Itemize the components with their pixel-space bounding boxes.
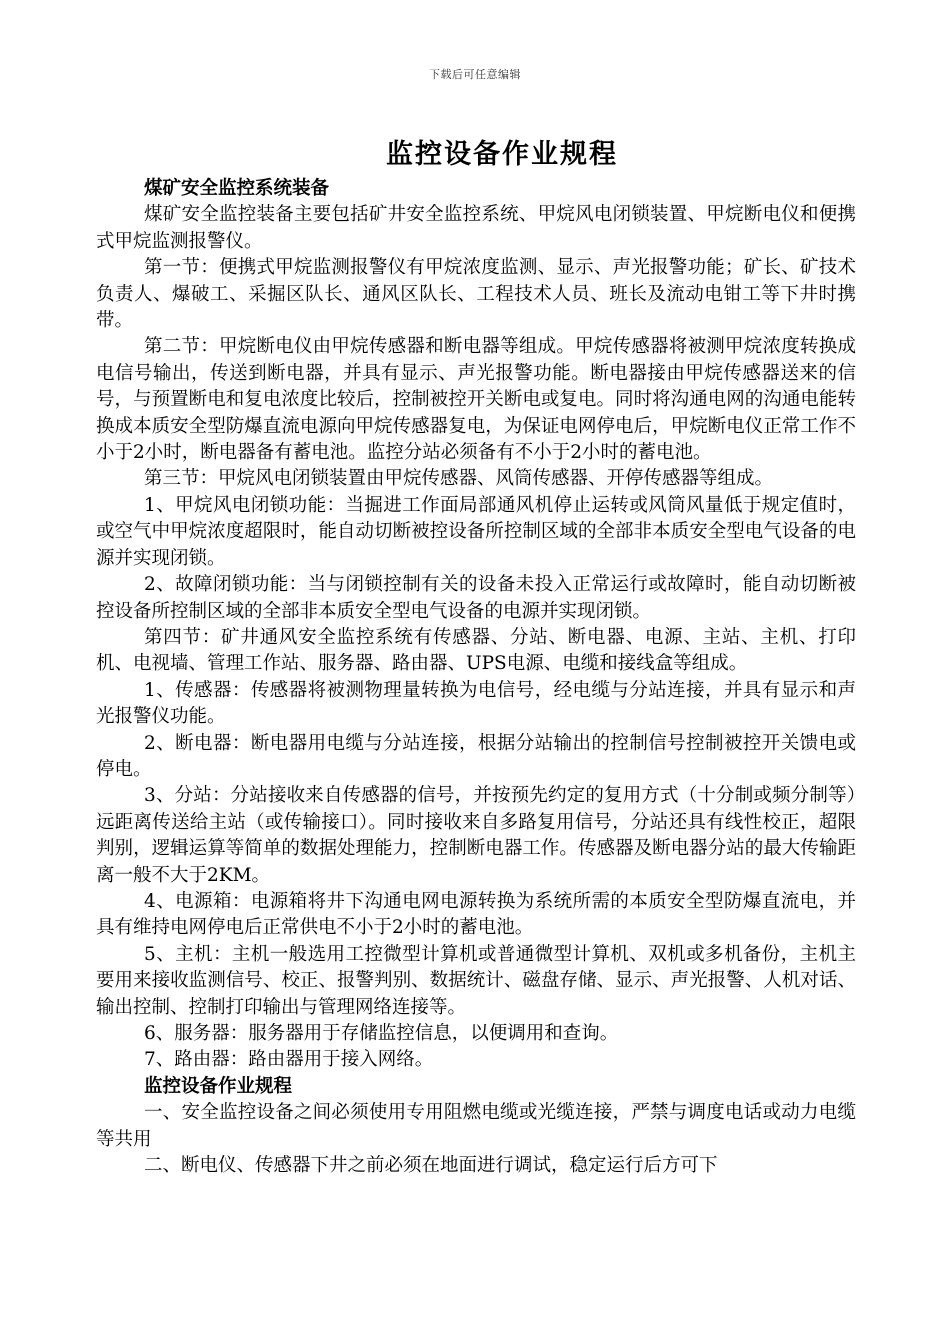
body-paragraph: 5、主机：主机一般选用工控微型计算机或普通微型计算机、双机或多机备份，主机主要用来接收监测信号、校正、报警判别、数据统计、磁盘存储、显示、声光报警、人机对话、输出控制、控制打印输出与管理网络连接等。 xyxy=(96,943,856,1018)
header-note: 下载后可任意编辑 xyxy=(429,68,521,81)
body-paragraph: 3、分站：分站接收来自传感器的信号，并按预先约定的复用方式（十分制或频分制等）远距离传送给主站（或传输接口）。同时接收来自多路复用信号，分站还具有线性校正，超限判别，逻辑运算等简单的数据处理能力，控制断电器工作。传感器及断电器分站的最大传输距离一般不大于2KM。 xyxy=(96,785,856,886)
body-paragraph: 1、甲烷风电闭锁功能：当掘进工作面局部通风机停止运转或风筒风量低于规定值时，或空气中甲烷浓度超限时，能自动切断被控设备所控制区域的全部非本质安全型电气设备的电源并实现闭锁。 xyxy=(96,494,856,569)
body-paragraph: 第二节：甲烷断电仪由甲烷传感器和断电器等组成。甲烷传感器将被测甲烷浓度转换成电信号输出，传送到断电器，并具有显示、声光报警功能。断电器接由甲烷传感器送来的信号，与预置断电和复电浓度比较后，控制被控开关断电或复电。同时将沟通电网的沟通电能转换成本质安全型防爆直流电源向甲烷传感器复电，为保证电网停电后，甲烷断电仪正常工作不小于2小时，断电器备有蓄电池。监控分站必须备有不小于2小时的蓄电池。 xyxy=(96,336,856,464)
body-paragraph: 一、安全监控设备之间必须使用专用阻燃电缆或光缆连接，严禁与调度电话或动力电缆等共用 xyxy=(96,1102,856,1150)
body-paragraph: 2、故障闭锁功能：当与闭锁控制有关的设备未投入正常运行或故障时，能自动切断被控设备所控制区域的全部非本质安全型电气设备的电源并实现闭锁。 xyxy=(96,574,856,622)
body-paragraph: 2、断电器：断电器用电缆与分站连接，根据分站输出的控制信号控制被控开关馈电或停电。 xyxy=(96,732,856,780)
body-paragraph: 二、断电仪、传感器下井之前必须在地面进行调试，稳定运行后方可下 xyxy=(144,1155,718,1177)
document-title: 监控设备作业规程 xyxy=(386,139,618,170)
section-heading: 监控设备作业规程 xyxy=(144,1075,293,1097)
document-body xyxy=(96,176,856,1179)
body-paragraph: 1、传感器：传感器将被测物理量转换为电信号，经电缆与分站连接，并具有显示和声光报警仪功能。 xyxy=(96,679,856,728)
body-paragraph: 第四节：矿井通风安全监控系统有传感器、分站、断电器、电源、主站、主机、打印机、电视墙、管理工作站、服务器、路由器、UPS电源、电缆和接线盒等组成。 xyxy=(96,626,856,675)
body-paragraph: 4、电源箱：电源箱将井下沟通电网电源转换为系统所需的本质安全型防爆直流电，并具有维持电网停电后正常供电不小于2小时的蓄电池。 xyxy=(96,890,856,939)
body-paragraph: 煤矿安全监控装备主要包括矿井安全监控系统、甲烷风电闭锁装置、甲烷断电仪和便携式甲烷监测报警仪。 xyxy=(96,204,856,252)
body-paragraph: 6、服务器：服务器用于存储监控信息，以便调用和查询。 xyxy=(144,1023,619,1044)
body-paragraph: 7、路由器：路由器用于接入网络。 xyxy=(144,1049,434,1071)
section-heading: 煤矿安全监控系统装备 xyxy=(144,178,330,199)
body-paragraph: 第一节：便携式甲烷监测报警仪有甲烷浓度监测、显示、声光报警功能；矿长、矿技术负责人、爆破工、采掘区队长、通风区队长、工程技术人员、班长及流动电钳工等下井时携带。 xyxy=(96,257,856,332)
body-paragraph: 第三节：甲烷风电闭锁装置由甲烷传感器、风筒传感器、开停传感器等组成。 xyxy=(144,468,774,490)
